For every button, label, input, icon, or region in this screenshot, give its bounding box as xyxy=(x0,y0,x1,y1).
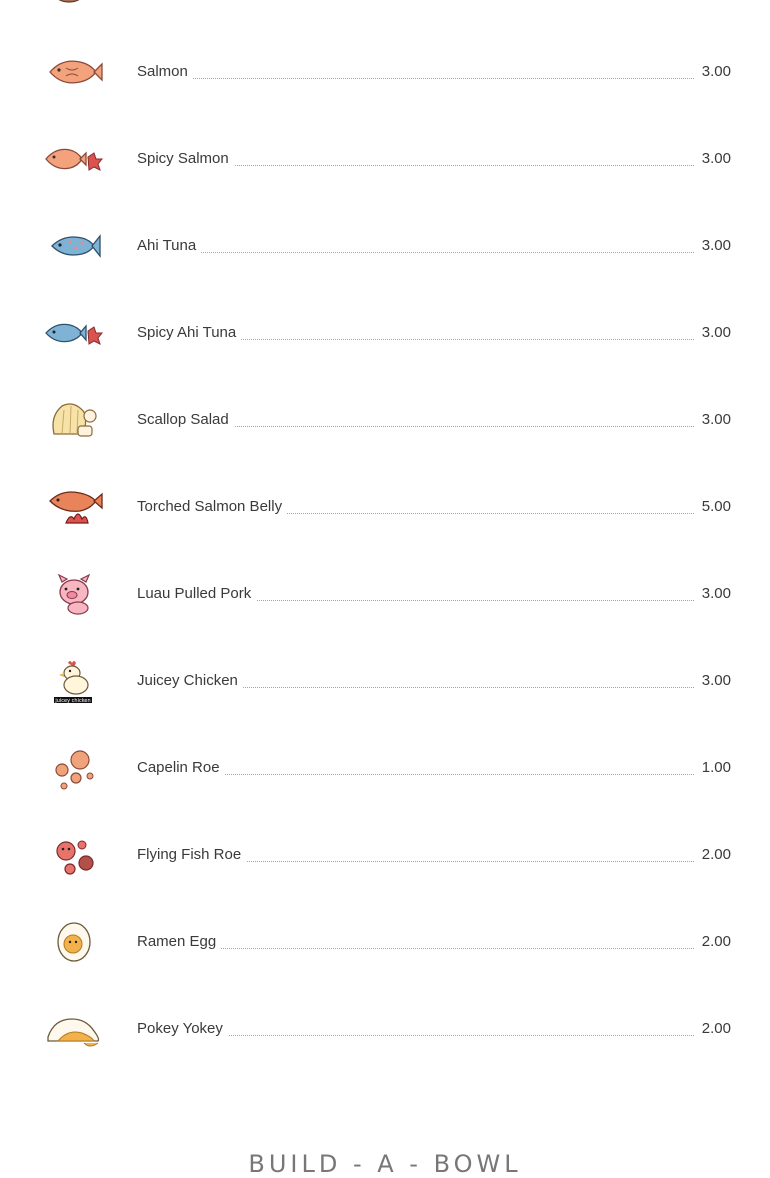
menu-item xyxy=(0,738,770,798)
menu-item xyxy=(0,912,770,972)
item-price: 3.00 xyxy=(697,237,731,255)
item-price: 3.00 xyxy=(697,672,731,690)
dot-leader xyxy=(137,252,694,253)
menu-item xyxy=(0,390,770,450)
item-name: Torched Salmon Belly xyxy=(137,498,287,516)
capelin-roe-icon xyxy=(44,746,104,790)
item-price: 2.00 xyxy=(697,933,731,951)
item-name: Spicy Salmon xyxy=(137,150,234,168)
item-name: Flying Fish Roe xyxy=(137,846,246,864)
item-price: 3.00 xyxy=(697,63,731,81)
flying-fish-roe-icon xyxy=(44,833,104,877)
item-price: 2.00 xyxy=(697,846,731,864)
item-price: 3.00 xyxy=(697,585,731,603)
menu-item xyxy=(0,564,770,624)
item-name: Ramen Egg xyxy=(137,933,221,951)
menu-item xyxy=(0,999,770,1059)
dot-leader xyxy=(137,78,694,79)
section-title: BUILD - A - BOWL xyxy=(248,1150,522,1178)
chicken-icon xyxy=(44,659,104,703)
item-name: Luau Pulled Pork xyxy=(137,585,256,603)
egg-icon xyxy=(44,920,104,964)
item-name: Pokey Yokey xyxy=(137,1020,228,1038)
spicy-salmon-icon xyxy=(44,137,104,181)
item-name: Salmon xyxy=(137,63,193,81)
torched-salmon-icon xyxy=(44,485,104,529)
item-price: 5.00 xyxy=(697,498,731,516)
chicken-caption: juicey chicken xyxy=(55,698,91,704)
item-price: 3.00 xyxy=(697,324,731,342)
menu-item xyxy=(0,303,770,363)
item-name: Spicy Ahi Tuna xyxy=(137,324,241,342)
item-price: 3.00 xyxy=(697,150,731,168)
partial-food-icon xyxy=(52,0,86,6)
salmon-fish-icon xyxy=(44,50,104,94)
menu-item xyxy=(0,216,770,276)
spicy-tuna-icon xyxy=(44,311,104,355)
item-price: 2.00 xyxy=(697,1020,731,1038)
pokey-yokey-icon xyxy=(44,1007,104,1051)
scallop-icon xyxy=(44,398,104,442)
menu-item xyxy=(0,129,770,189)
item-name: Capelin Roe xyxy=(137,759,225,777)
item-name: Ahi Tuna xyxy=(137,237,201,255)
item-price: 3.00 xyxy=(697,411,731,429)
item-name: Juicey Chicken xyxy=(137,672,243,690)
menu-item xyxy=(0,477,770,537)
menu-item xyxy=(0,651,770,711)
menu-item xyxy=(0,42,770,102)
tuna-fish-icon xyxy=(44,224,104,268)
pig-icon xyxy=(44,572,104,616)
item-name: Scallop Salad xyxy=(137,411,234,429)
menu-item xyxy=(0,825,770,885)
item-price: 1.00 xyxy=(697,759,731,777)
